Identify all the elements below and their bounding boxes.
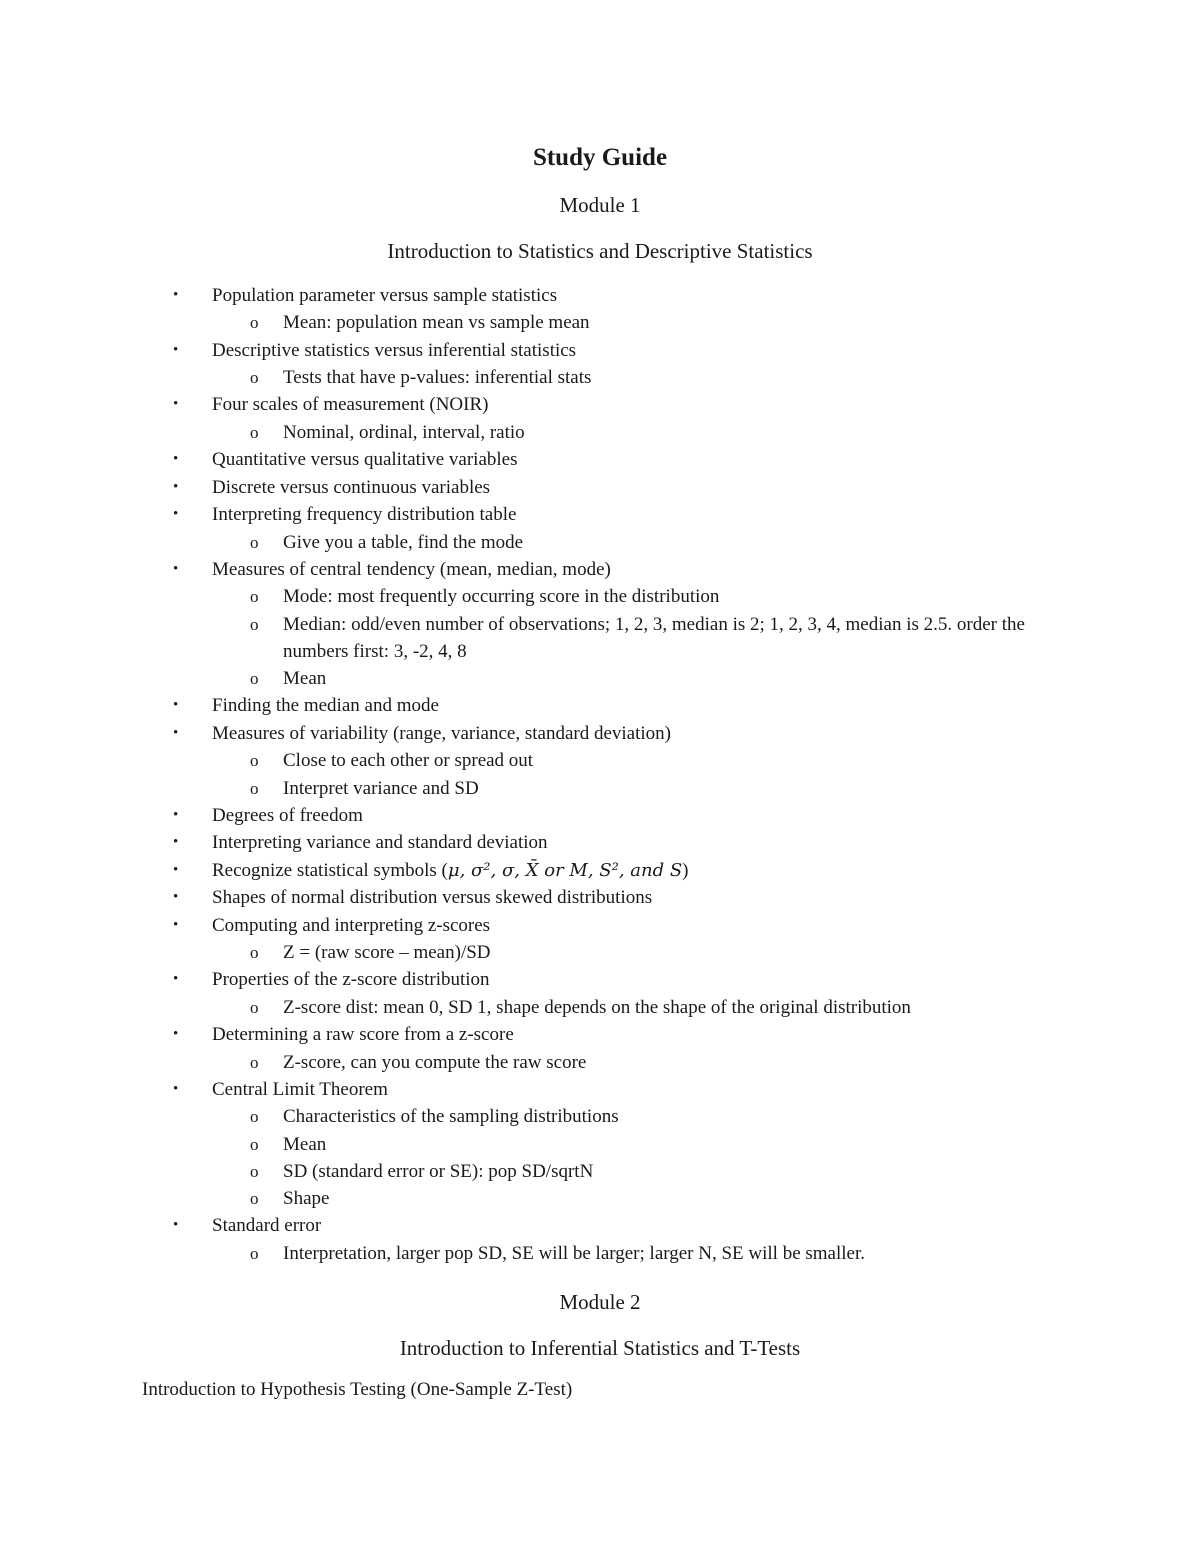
sub-bullet-glyph: o [250,422,259,442]
bullet-text: Interpreting frequency distribution table [212,504,517,526]
bullet-glyph: • [173,889,179,906]
bullet-text: Central Limit Theorem [212,1078,388,1100]
sub-bullet-item [0,665,1200,692]
bullet-glyph: • [173,341,179,358]
sub-bullet-text: Mode: most frequently occurring score in the distribution [283,586,720,608]
sub-bullet-glyph: o [250,532,259,552]
bullet-text-after: ) [682,859,689,881]
sub-bullet-item [0,419,1200,446]
sub-bullet-item [0,309,1200,336]
sub-bullet-item [0,583,1200,610]
bullet-glyph: • [173,861,179,878]
sub-bullet-item [0,994,1200,1021]
bullet-text: Population parameter versus sample statistics [212,285,558,306]
bullet-glyph: • [173,806,179,823]
sub-bullet-text: Interpret variance and SD [283,777,479,799]
sub-bullet-glyph: o [250,751,259,771]
bullet-item [0,692,1200,719]
bullet-glyph: • [173,287,179,303]
sub-bullet-text: Shape [283,1188,330,1210]
bullet-glyph: • [173,396,179,413]
bullet-text: Standard error [212,1215,322,1237]
sub-bullet-item [0,1103,1200,1130]
bullet-glyph: • [173,916,179,933]
sub-bullet-glyph: o [250,997,259,1017]
sub-bullet-text: Nominal, ordinal, interval, ratio [283,421,525,443]
sub-bullet-glyph: o [250,1107,259,1127]
bullet-item [0,474,1200,501]
bullet-item [0,720,1200,747]
sub-bullet-text: Tests that have p-values: inferential stats [283,367,592,389]
bullet-text: Finding the median and mode [212,695,439,717]
sub-bullet-item [0,611,1063,666]
bullet-text: Recognize statistical symbols ( [212,859,448,881]
bullet-text: Measures of central tendency (mean, median, mode) [212,558,611,580]
bullet-text: Measures of variability (range, variance, standard deviation) [212,722,671,744]
sub-bullet-text: Z-score dist: mean 0, SD 1, shape depends on the shape of the original distribution [283,996,911,1018]
sub-bullet-text: Interpretation, larger pop SD, SE will be larger; larger N, SE will be smaller. [283,1242,866,1264]
sub-bullet-item [0,1049,1200,1076]
sub-bullet-glyph: o [250,778,259,798]
sub-bullet-glyph: o [250,1189,259,1209]
bullet-item [0,1021,1200,1048]
bullet-item [0,337,1200,364]
sub-bullet-item [0,1240,1200,1267]
bullet-text: Shapes of normal distribution versus skewed distributions [212,887,653,909]
sub-bullet-text: Give you a table, find the mode [283,531,524,553]
sub-bullet-glyph: o [250,313,259,333]
bullet-item [0,857,1200,884]
sub-bullet-text: Z = (raw score – mean)/SD [283,942,491,964]
sub-bullet-text: Z-score, can you compute the raw score [283,1051,587,1073]
bullet-item [0,802,1200,829]
sub-bullet-glyph: o [250,1161,259,1181]
bullet-item [0,1212,1200,1239]
sub-bullet-item [0,1185,1200,1212]
sub-bullet-glyph: o [250,614,259,634]
module-2-heading: Module 2 [559,1290,641,1314]
sub-bullet-glyph: o [250,943,259,963]
sub-bullet-item [0,747,1200,774]
bullet-glyph: • [173,971,179,988]
module-2-subtitle: Introduction to Inferential Statistics and T-Tests [399,1336,801,1360]
sub-bullet-text: SD (standard error or SE): pop SD/sqrtN [283,1160,594,1182]
module-1-heading: Module 1 [559,193,641,217]
bullet-item [0,966,1200,993]
bullet-glyph: • [173,1217,179,1234]
sub-bullet-item [0,1158,1200,1185]
bullet-text: Discrete versus continuous variables [212,476,491,498]
bullet-item [0,501,1200,528]
bullet-item [0,1076,1200,1103]
sub-bullet-item [0,364,1200,391]
module-1-subtitle: Introduction to Statistics and Descriptive Statistics [387,239,813,263]
bullet-glyph: • [173,451,179,468]
sub-bullet-text: Median: odd/even number of observations; 1, 2, 3, median is 2; 1, 2, 3, 4, median is 2.5. order the numbers first: 3, -2, 4, 8 [283,613,1025,662]
bullet-glyph: • [173,506,179,523]
bullet-text: Determining a raw score from a z-score [212,1024,514,1046]
topic-list [0,282,1200,1267]
section-heading: Introduction to Hypothesis Testing (One-Sample Z-Test) [142,1379,573,1400]
sub-bullet-glyph: o [250,368,259,388]
bullet-item [0,282,1200,309]
bullet-text: Quantitative versus qualitative variables [212,449,518,471]
bullet-text: Degrees of freedom [212,804,363,826]
bullet-item [0,912,1200,939]
sub-bullet-text: Characteristics of the sampling distributions [283,1106,619,1128]
bullet-glyph: • [173,1080,179,1097]
sub-bullet-item [0,1131,1200,1158]
bullet-text: Interpreting variance and standard deviation [212,832,548,854]
bullet-glyph: • [173,560,179,577]
sub-bullet-text: Close to each other or spread out [283,750,534,772]
sub-bullet-item [0,939,1200,966]
bullet-glyph: • [173,697,179,714]
bullet-glyph: • [173,1026,179,1043]
sub-bullet-item [0,775,1200,802]
sub-bullet-text: Mean [283,1133,327,1155]
bullet-item [0,829,1200,856]
bullet-item [0,884,1200,911]
bullet-item [0,556,1200,583]
bullet-text: Descriptive statistics versus inferential statistics [212,339,577,361]
sub-bullet-glyph: o [250,1134,259,1154]
page-title: Study Guide [532,144,668,171]
sub-bullet-glyph: o [250,587,259,607]
bullet-text: Properties of the z-score distribution [212,969,490,991]
sub-bullet-text: Mean [283,668,327,690]
bullet-item [0,391,1200,418]
sub-bullet-glyph: o [250,1052,259,1072]
sub-bullet-text: Mean: population mean vs sample mean [283,312,590,334]
sub-bullet-glyph: o [250,669,259,689]
statistical-symbols: μ, σ², σ, X̄ or M, S², and S [447,859,683,881]
sub-bullet-glyph: o [250,1243,259,1263]
bullet-item [0,446,1200,473]
bullet-glyph: • [173,478,179,495]
bullet-glyph: • [173,834,179,851]
bullet-glyph: • [173,724,179,741]
sub-bullet-item [0,529,1200,556]
bullet-text: Four scales of measurement (NOIR) [212,394,489,416]
bullet-text: Computing and interpreting z-scores [212,914,491,936]
